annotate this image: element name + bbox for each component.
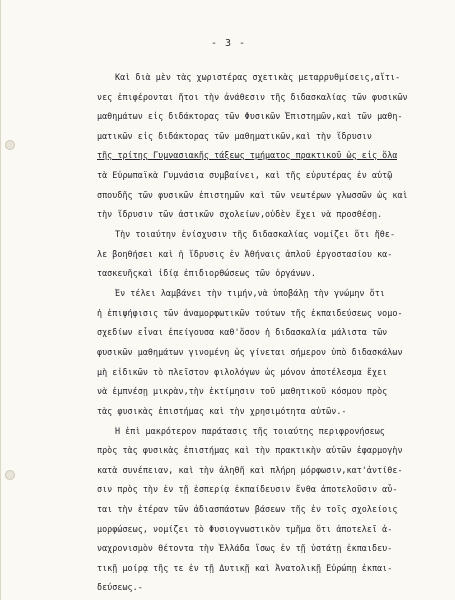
text-line: σπουδῆς τῶν φυσικῶν ἐπιστημῶν καὶ τῶν νεωτέρων γλωσσῶν ὡς καὶ (97, 190, 408, 200)
text-line: ματικῶν εἰς διδάκτορας τῶν μαθηματικῶν,καὶ τὴν ἵδρυσιν (97, 131, 372, 141)
page-number: - 3 - (210, 38, 247, 49)
text-line: ται τὴν ἑτέραν τῶν ἀδιασπάστων βάσεων τῆς ἐν τοῖς σχολείοις (97, 504, 398, 514)
text-line: νες ἐπιφέρονται ἤτοι τὴν ἀνάθεσιν τῆς διδασκαλίας τῶν φυσικῶν (97, 92, 408, 102)
text-line: σχεδίων εἶναι ἐπείγουσα καθ'ὅσον ἡ διδασκαλία μάλιστα τῶν (97, 327, 388, 337)
text-line: μὴ εἰδικῶν τὸ πλεῖστον φιλολόγων ὡς μόνον ἀποτέλεσμα ἔχει (97, 367, 388, 377)
text-line: τὰ Εὐρωπαϊκὰ Γυμνάσια συμβαίνει, καὶ τῆς εὐρυτέρας ἐν αὐτῷ (97, 170, 393, 180)
binder-hole (5, 140, 15, 150)
text-line: τασκευῆςκαὶ ἰδίᾳ ἐπιδιορθώσεως τῶν ὀργάνων. (97, 268, 316, 278)
text-line: δεύσεως.- (97, 582, 143, 592)
text-line: τικῇ μοίρᾳ τῆς τε ἐν τῇ Δυτικῇ καὶ Ἀνατολικῇ Εὐρώπῃ ἐκπαι- (97, 563, 393, 573)
text-line: κατὰ συνέπειαν, καὶ τὴν ἀληθῆ καὶ πλήρη μόρφωσιν,κατ'ἀντίθε- (97, 465, 403, 475)
text-line: ἡ ἐπιψήφισις τῶν ἀναμορφωτικῶν τούτων τῆς ἐκπαιδεύσεως νομο- (97, 308, 403, 318)
text-line: Ἡ ἐπὶ μακρότερον παράτασις τῆς τοιαύτης περιφρονήσεως (115, 426, 385, 436)
binder-hole (5, 470, 15, 480)
text-line: ναχρονισμὸν θέτοντα τὴν Ἑλλάδα ἴσως ἐν τῇ ὑστάτῃ ἐκπαιδευ- (97, 543, 393, 553)
text-line: τὴν ἵδρυσιν τῶν ἀστικῶν σχολείων,οὐδὲν ἔχει νὰ προσθέσῃ. (97, 209, 383, 219)
text-line: Τὴν τοιαύτην ἐνίσχυσιν τῆς διδασκαλίας νομίζει ὅτι ἤθε- (115, 229, 396, 239)
text-line: νὰ ἐμπνέσῃ μικρὰν,τὴν ἐκτίμησιν τοῦ μαθητικοῦ κόσμου πρὸς (97, 386, 388, 396)
text-line: τὰς φυσικὰς ἐπιστήμας καὶ τὴν χρησιμότητα αὐτῶν.- (97, 406, 347, 416)
text-line: μορφώσεως, νομίζει τὸ Φυσιογνωστικὸν τμῆμα ὅτι ἀποτελεῖ ἀ- (97, 524, 393, 534)
text-line: σιν πρὸς τὴν ἐν τῇ ἑσπερίᾳ ἐκπαίδευσιν ἔνθα ἀποτελοῦσιν αὗ- (97, 484, 398, 494)
text-line: πρὸς τὰς φυσικὰς ἐπιστήμας καὶ τὴν πρακτικὴν αὐτῶν ἐφαρμογὴν (97, 445, 403, 455)
text-line: φυσικῶν μαθημάτων γινομένη ὡς γίνεται σήμερον ὑπὸ διδασκάλων (97, 347, 403, 357)
text-line: Καὶ διὰ μὲν τὰς χωριστέρας σχετικὰς μεταρρυθμίσεις,αἵτι- (115, 72, 401, 82)
text-line: μαθημάτων εἰς διδάκτορας τῶν Φυσικῶν Ἐπιστημῶν,καὶ τῶν μαθη- (97, 111, 403, 121)
text-line: λε βοηθήσει καὶ ἡ ἵδρυσις ἐν Ἀθήναις ἁπλοῦ ἐργοστασίου κα- (97, 249, 393, 259)
text-line: Ἐν τέλει λαμβάνει τὴν τιμήν,νὰ ὑποβάλῃ τὴν γνώμην ὅτι (115, 288, 385, 298)
text-line: τῆς τρίτης Γυμνασιακῆς τάξεως τμήματος πρακτικοῦ ὡς εἰς ὅλα (97, 150, 398, 160)
